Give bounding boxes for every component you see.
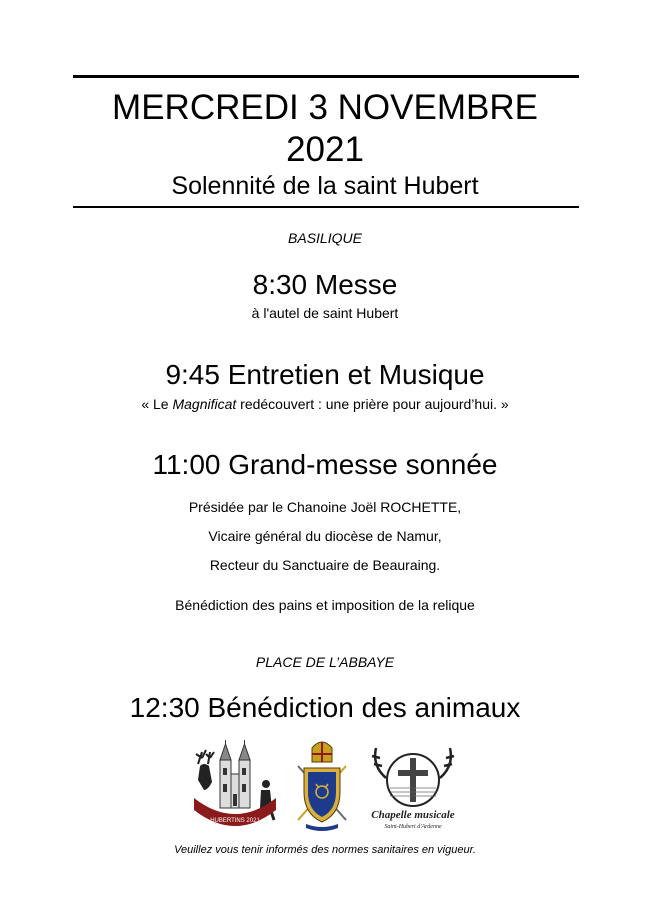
magnificat-italic: Magnificat (172, 396, 237, 412)
sanitary-notice: Veuillez vous tenir informés des normes sanitaires en vigueur. (174, 844, 476, 856)
title-year: 2021 (286, 130, 364, 169)
subtitle: Solennité de la saint Hubert (171, 172, 479, 200)
grand-messe-extra: Bénédiction des pains et imposition de la relique (175, 597, 475, 613)
chapelle-subtitle-text: Saint-Hubert d'Ardenne (384, 824, 442, 830)
event-grand-messe-title: 11:00 Grand-messe sonnée (152, 449, 498, 480)
logos-row (190, 738, 460, 838)
venue-place-abbaye: PLACE DE L’ABBAYE (255, 654, 395, 670)
hubertins-banner-text: HUBERTINS 2021 (210, 818, 260, 824)
chapelle-musicale-logo-icon (366, 738, 460, 834)
event-benediction-animaux: 12:30 Bénédiction des animaux (129, 692, 521, 723)
grand-messe-line-1: Présidée par le Chanoine Joël ROCHETTE, (188, 499, 462, 515)
chapelle-title-text: Chapelle musicale (371, 809, 455, 821)
hubertins-logo-icon (190, 738, 280, 834)
event-messe-detail: à l'autel de saint Hubert (251, 305, 399, 321)
top-rule (73, 75, 579, 78)
grand-messe-line-3: Recteur du Sanctuaire de Beauraing. (209, 557, 441, 573)
bottom-rule (73, 206, 579, 208)
event-entretien-detail: « Le Magnificat redécouvert : une prière pour aujourd’hui. » (141, 396, 509, 412)
venue-basilique: BASILIQUE (288, 230, 362, 246)
event-messe-title: 8:30 Messe (252, 269, 398, 300)
title-date: MERCREDI 3 NOVEMBRE (112, 88, 538, 127)
confrerie-crest-icon (292, 738, 352, 834)
event-entretien-title: 9:45 Entretien et Musique (165, 359, 485, 390)
grand-messe-line-2: Vicaire général du diocèse de Namur, (208, 528, 442, 544)
